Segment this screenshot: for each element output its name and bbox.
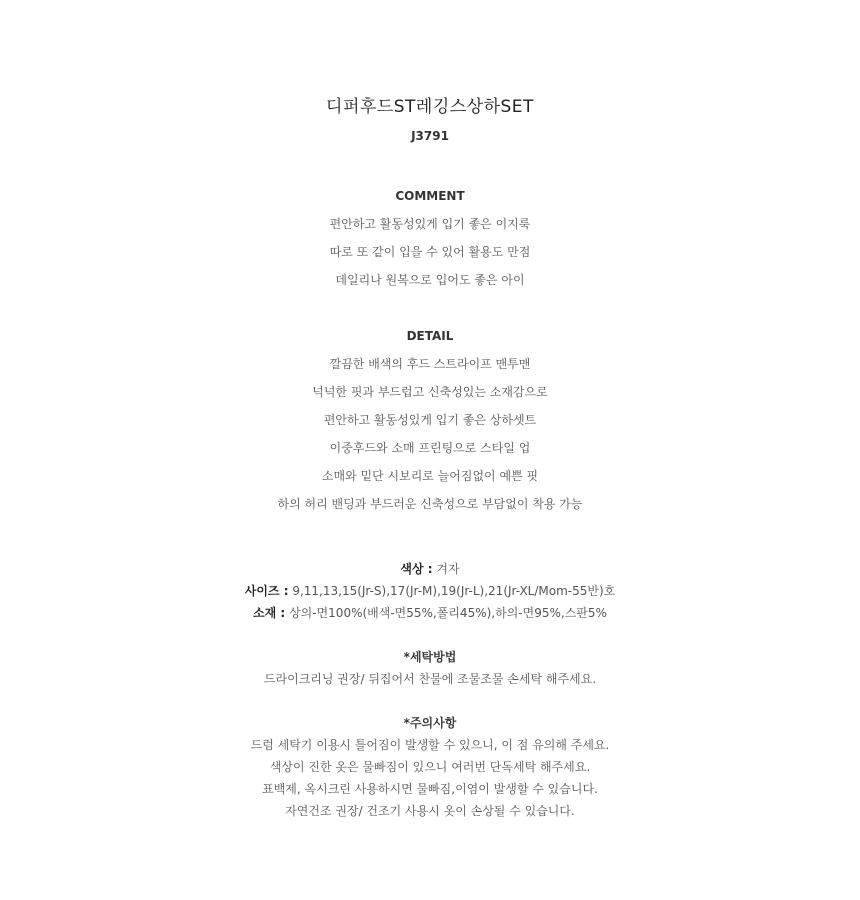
comment-line: 편안하고 활동성있게 입기 좋은 이지룩 (329, 217, 531, 231)
spec-material (0, 603, 860, 623)
spec-size-label: 사이즈 : (244, 584, 289, 598)
detail-line: 편안하고 활동성있게 입기 좋은 상하셋트 (323, 413, 537, 427)
caution-heading: *주의사항 (403, 716, 457, 730)
detail-line: 넉넉한 핏과 부드럽고 신축성있는 소재감으로 (312, 385, 548, 399)
spec-size (0, 581, 860, 601)
spec-material-value: 상의-면100%(배색-면55%,폴리45%),하의-면95%,스판5% (289, 606, 607, 620)
comment-line: 데일리나 원복으로 입어도 좋은 아이 (335, 273, 525, 287)
spec-size-value: 9,11,13,15(Jr-S),17(Jr-M),19(Jr-L),21(Jr-XL/Mom-55반)호 (292, 584, 616, 598)
comment-heading: COMMENT (395, 189, 465, 203)
washing-line: 드라이크리닝 권장/ 뒤집어서 찬물에 조물조물 손세탁 해주세요. (263, 672, 597, 686)
spec-color-value: 겨자 (436, 562, 460, 576)
product-title: 디퍼후드ST레깅스상하SET (326, 97, 534, 117)
detail-heading: DETAIL (406, 329, 454, 343)
caution-line: 자연건조 권장/ 건조기 사용시 옷이 손상될 수 있습니다. (285, 804, 575, 818)
caution-line: 드럼 세탁기 이용시 틀어짐이 발생할 수 있으니, 이 점 유의해 주세요. (250, 738, 610, 752)
product-code: J3791 (411, 129, 449, 143)
washing-heading: *세탁방법 (403, 650, 457, 664)
caution-line: 색상이 진한 옷은 물빠짐이 있으니 여러번 단독세탁 해주세요. (269, 760, 591, 774)
spec-color-label: 색상 : (400, 562, 433, 576)
spec-color (0, 559, 860, 579)
comment-line: 따로 또 같이 입을 수 있어 활용도 만점 (329, 245, 531, 259)
detail-line: 소매와 밑단 시보리로 늘어짐없이 예쁜 핏 (321, 469, 539, 483)
detail-line: 이중후드와 소매 프린팅으로 스타일 업 (329, 441, 531, 455)
detail-line: 깔끔한 배색의 후드 스트라이프 맨투맨 (329, 357, 531, 371)
spec-material-label: 소재 : (253, 606, 286, 620)
caution-line: 표백제, 옥시크린 사용하시면 물빠짐,이염이 발생할 수 있습니다. (262, 782, 598, 796)
detail-line: 하의 허리 밴딩과 부드러운 신축성으로 부담없이 착용 가능 (277, 497, 583, 511)
